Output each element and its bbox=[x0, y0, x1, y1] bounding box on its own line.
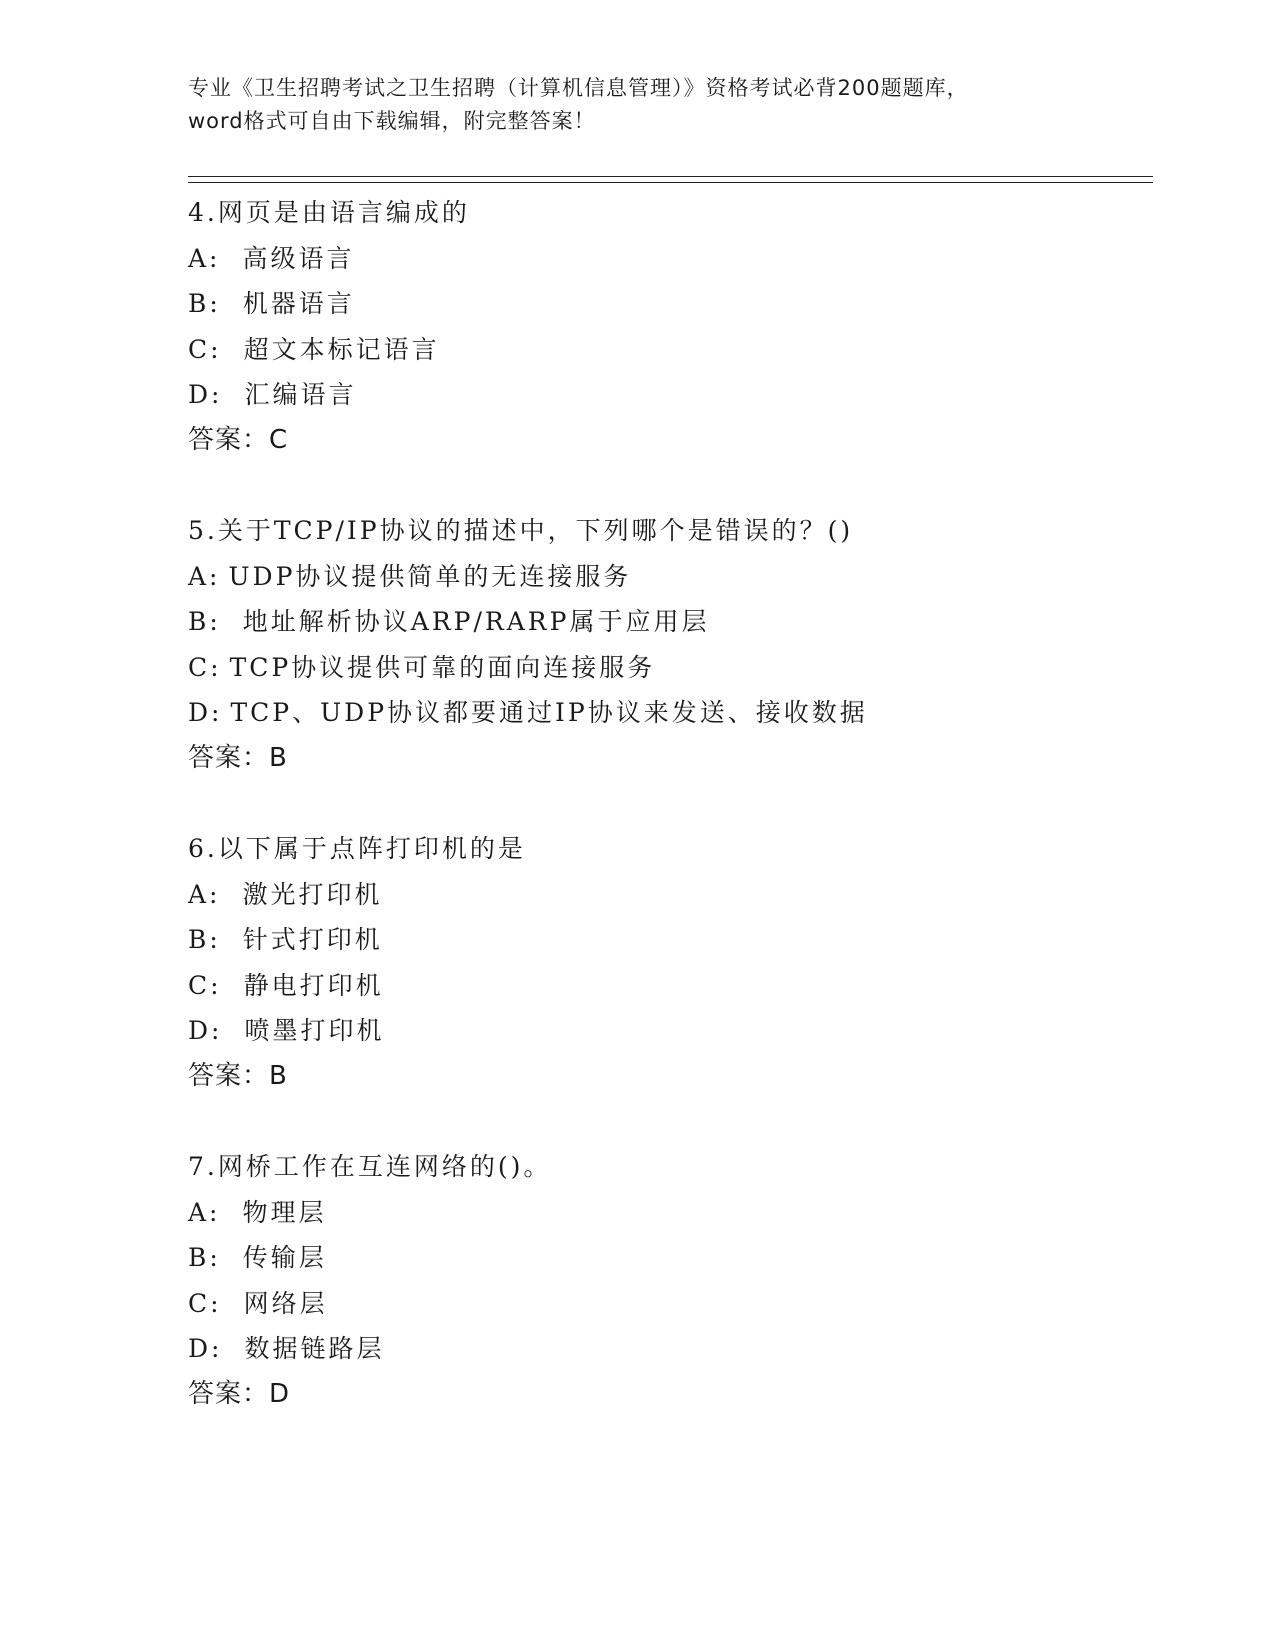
option-key: C: bbox=[188, 334, 222, 364]
option-b bbox=[188, 917, 1148, 963]
option-key: A: bbox=[188, 561, 221, 591]
option-key: C: bbox=[188, 652, 222, 682]
question-text: 7.网桥工作在互连网络的()。 bbox=[188, 1152, 552, 1181]
option-d bbox=[188, 690, 1148, 736]
option-d bbox=[188, 1326, 1148, 1372]
option-a bbox=[188, 236, 1148, 282]
question-text: 6.以下属于点阵打印机的是 bbox=[188, 834, 526, 863]
option-d bbox=[188, 1008, 1148, 1054]
option-text: 高级语言 bbox=[242, 243, 355, 273]
option-key: B: bbox=[188, 607, 221, 636]
option-text: 网络层 bbox=[243, 1288, 328, 1318]
option-a bbox=[188, 872, 1148, 918]
option-text: 物理层 bbox=[242, 1197, 327, 1227]
question-list bbox=[188, 190, 1148, 1462]
header-title-line-2: word格式可自由下载编辑，附完整答案！ bbox=[188, 109, 596, 133]
option-b bbox=[188, 599, 1148, 645]
question-4 bbox=[188, 190, 1148, 463]
option-text: TCP协议提供可靠的面向连接服务 bbox=[229, 652, 656, 682]
answer-line: 答案：B bbox=[188, 1060, 288, 1091]
option-text: 激光打印机 bbox=[242, 879, 383, 909]
option-text: 喷墨打印机 bbox=[244, 1016, 385, 1045]
option-key: B: bbox=[188, 925, 221, 954]
option-b bbox=[188, 281, 1148, 327]
option-text: 超文本标记语言 bbox=[243, 334, 440, 364]
option-text: 机器语言 bbox=[242, 289, 355, 318]
question-text: 4.网页是由语言编成的 bbox=[188, 198, 470, 227]
answer-line: 答案：C bbox=[188, 424, 289, 455]
option-a bbox=[188, 1190, 1148, 1236]
answer-line: 答案：D bbox=[188, 1378, 291, 1409]
option-text: 汇编语言 bbox=[244, 380, 357, 409]
option-key: D: bbox=[188, 1334, 223, 1363]
option-key: D: bbox=[188, 698, 223, 727]
question-5 bbox=[188, 508, 1148, 781]
option-key: C: bbox=[188, 1288, 222, 1318]
option-key: D: bbox=[188, 380, 223, 409]
question-7 bbox=[188, 1144, 1148, 1417]
option-key: B: bbox=[188, 289, 221, 318]
option-text: 地址解析协议ARP/RARP属于应用层 bbox=[242, 607, 710, 636]
document-header bbox=[188, 72, 1088, 138]
option-text: 针式打印机 bbox=[242, 925, 383, 954]
option-key: A: bbox=[188, 879, 221, 909]
option-d bbox=[188, 372, 1148, 418]
option-key: D: bbox=[188, 1016, 223, 1045]
option-c bbox=[188, 963, 1148, 1009]
option-b bbox=[188, 1235, 1148, 1281]
option-key: A: bbox=[188, 1197, 221, 1227]
option-text: UDP协议提供简单的无连接服务 bbox=[228, 561, 632, 591]
option-text: 数据链路层 bbox=[244, 1334, 385, 1363]
option-a bbox=[188, 554, 1148, 600]
header-title-line-1: 专业《卫生招聘考试之卫生招聘（计算机信息管理）》资格考试必背200题题库， bbox=[188, 76, 969, 100]
question-text: 5.关于TCP/IP协议的描述中，下列哪个是错误的？() bbox=[188, 516, 854, 545]
option-text: 传输层 bbox=[242, 1243, 327, 1272]
option-c bbox=[188, 645, 1148, 691]
option-c bbox=[188, 1281, 1148, 1327]
answer-line: 答案：B bbox=[188, 742, 288, 773]
header-divider-top bbox=[188, 176, 1153, 177]
option-text: TCP、UDP协议都要通过IP协议来发送、接收数据 bbox=[230, 698, 868, 727]
header-divider-bottom bbox=[188, 182, 1153, 183]
option-text: 静电打印机 bbox=[243, 970, 384, 1000]
option-key: C: bbox=[188, 970, 222, 1000]
question-6 bbox=[188, 826, 1148, 1099]
option-c bbox=[188, 327, 1148, 373]
option-key: B: bbox=[188, 1243, 221, 1272]
option-key: A: bbox=[188, 243, 221, 273]
